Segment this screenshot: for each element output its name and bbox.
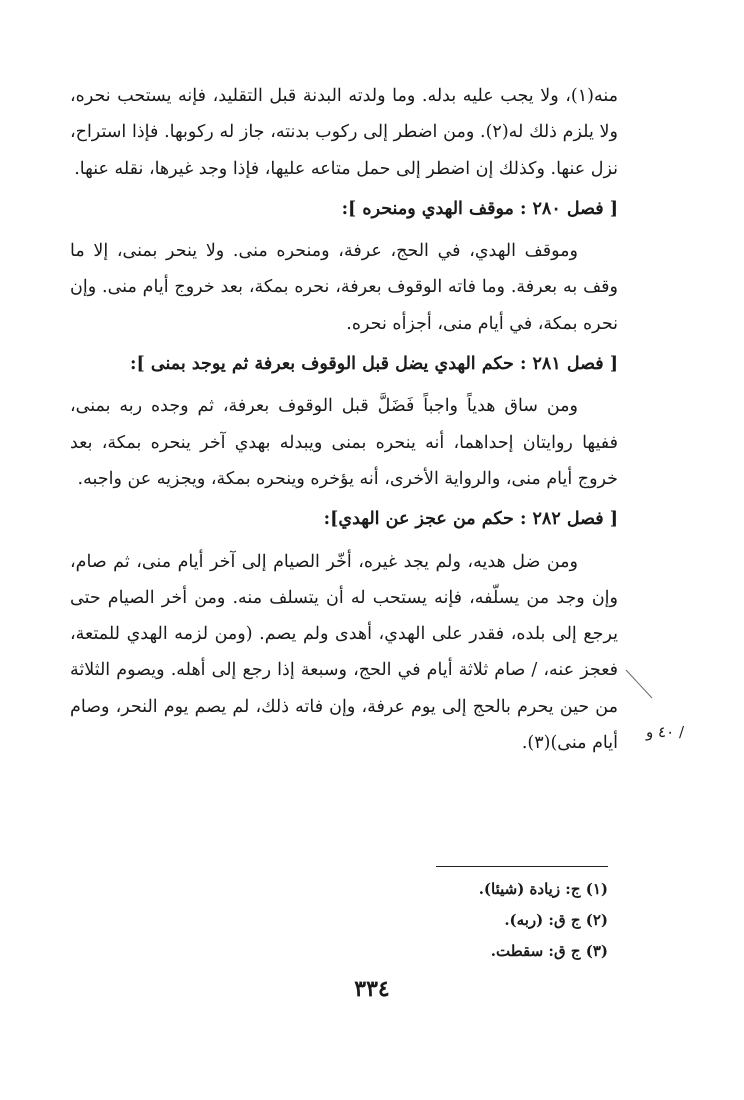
page-number: ٣٣٤ <box>354 976 390 1002</box>
section-heading-281: [ فصل ٢٨١ : حكم الهدي يضل قبل الوقوف بعرفة ثم يوجد بمنى ]: <box>130 354 618 375</box>
margin-bracket-mark <box>624 668 656 704</box>
footnotes <box>308 874 608 967</box>
footnote-item: (٣) ج ق: سقطت. <box>490 942 608 960</box>
main-text <box>70 78 618 761</box>
footnote-item: (٢) ج ق: (ربه). <box>504 911 608 929</box>
section-text-280: وموقف الهدي، في الحج، عرفة، ومنحره منى. ولا ينحر بمنى، إلا ما وقف به بعرفة. وما فاته الوقوف بعرفة، نحره بمكة، بعد خروج أيام منى. وإن نحره بمكة، في أيام منى، أجزأه نحره. <box>70 241 618 334</box>
section-text-282: ومن ضل هديه، ولم يجد غيره، أخّر الصيام إلى آخر أيام منى، ثم صام، وإن وجد من يسلّفه، فإنه يستحب له أن يتسلف منه. ومن أخر الصيام حتى يرجع إلى بلده، فقدر على الهدي، أهدى ولم يصم. (ومن لزمه الهدي للمتعة، فعجز عنه، / صام ثلاثة أيام في الحج، وسبعة إذا رجع إلى أهله. ويصوم الثلاثة من حين يحرم بالحج إلى يوم عرفة، وإن فاته ذلك، لم يصم يوم النحر، وصام أيام منى)(٣). <box>70 551 618 754</box>
section-text-281: ومن ساق هدياً واجباً فَضَلَّ قبل الوقوف بعرفة، ثم وجده ربه بمنى، ففيها روايتان إحداهما، أنه ينحره بمنى ويبدله بهدي آخر ينحره بمكة، بعد خروج أيام منى، والرواية الأخرى، أنه يؤخره وينحره بمكة، ويجزيه عن واجبه. <box>70 396 618 489</box>
footnote-divider <box>436 866 608 867</box>
margin-folio-note: / ٤٠ و <box>646 723 684 741</box>
footnote-item: (١) ج: زيادة (شيئا). <box>478 880 608 898</box>
section-heading-282: [ فصل ٢٨٢ : حكم من عجز عن الهدي]: <box>323 509 618 530</box>
intro-paragraph: منه(١)، ولا يجب عليه بدله. وما ولدته البدنة قبل التقليد، فإنه يستحب نحره، ولا يلزم ذلك له(٢). ومن اضطر إلى ركوب بدنته، جاز له ركوبها. فإذا استراح، نزل عنها. وكذلك إن اضطر إلى حمل متاعه عليها، فإذا وجد غيرها، نقله عنها. <box>70 86 618 179</box>
section-heading-280: [ فصل ٢٨٠ : موقف الهدي ومنحره ]: <box>341 198 618 219</box>
